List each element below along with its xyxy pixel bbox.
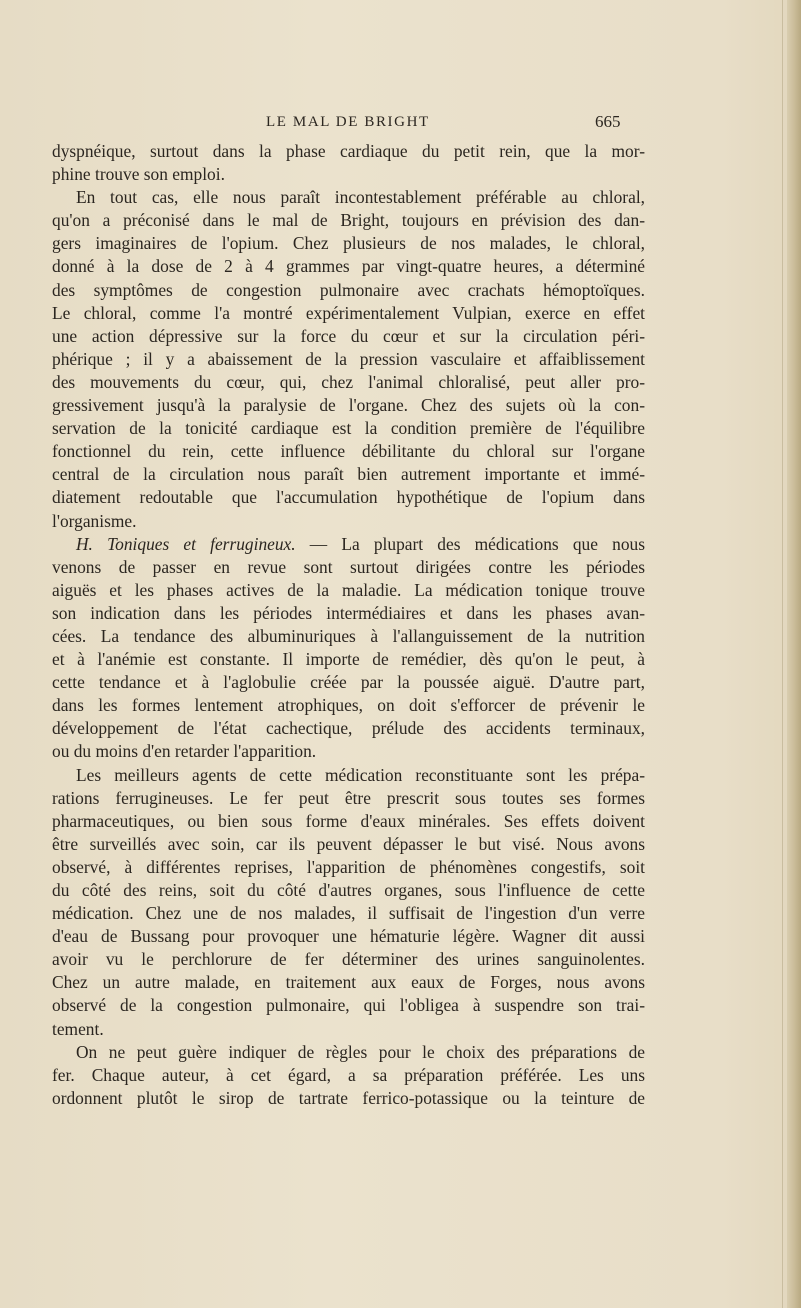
- text-line: ordonnent plutôt le sirop de tartrate ferrico-potassique ou la teinture de: [52, 1087, 645, 1108]
- text-line: être surveillés avec soin, car ils peuvent dépasser le but visé. Nous avons: [52, 833, 645, 854]
- text-line: observé de la congestion pulmonaire, qui l'obligea à suspendre son trai-: [52, 995, 645, 1016]
- text-line: l'organisme.: [52, 510, 137, 531]
- text-line: dyspnéique, surtout dans la phase cardiaque du petit rein, que la mor-: [52, 141, 645, 161]
- text-line: avoir vu le perchlorure de fer déterminer des urines sanguinolentes.: [52, 949, 645, 970]
- text-line: venons de passer en revue sont surtout dirigées contre les périodes: [52, 556, 645, 577]
- text-line: des mouvements du cœur, qui, chez l'animal chloralisé, peut aller pro-: [52, 371, 645, 392]
- page-number: 665: [595, 112, 621, 131]
- text-line: et à l'anémie est constante. Il importe de remédier, dès qu'on le peut, à: [52, 649, 645, 670]
- text-line: médication. Chez une de nos malades, il suffisait de l'ingestion d'un verre: [52, 903, 645, 924]
- text-line: Le chloral, comme l'a montré expérimentalement Vulpian, exerce en effet: [52, 302, 645, 323]
- text-line: phine trouve son emploi.: [52, 164, 225, 185]
- text-line: [52, 533, 645, 556]
- text-line: Chez un autre malade, en traitement aux eaux de Forges, nous avons: [52, 972, 645, 993]
- text-line: fer. Chaque auteur, à cet égard, a sa préparation préférée. Les uns: [52, 1064, 645, 1085]
- text-line: son indication dans les périodes intermédiaires et dans les phases avan-: [52, 602, 645, 623]
- text-line: On ne peut guère indiquer de règles pour le choix des préparations de: [76, 1041, 645, 1062]
- text-line: observé, à différentes reprises, l'apparition de phénomènes congestifs, soit: [52, 856, 645, 877]
- text-line: d'eau de Bussang pour provoquer une hématurie légère. Wagner dit aussi: [52, 926, 645, 947]
- text-line: central de la circulation nous paraît bien autrement importante et immé-: [52, 464, 645, 485]
- section-heading: H. Toniques et ferrugineux.: [76, 533, 296, 554]
- text-line: rations ferrugineuses. Le fer peut être prescrit sous toutes ses formes: [52, 787, 645, 808]
- text-line: développement de l'état cachectique, prélude des accidents terminaux,: [52, 718, 645, 739]
- text-line: dans les formes lentement atrophiques, on doit s'efforcer de prévenir le: [52, 695, 645, 716]
- text-line: Les meilleurs agents de cette médication reconstituante sont les prépa-: [76, 764, 645, 785]
- text-line: servation de la tonicité cardiaque est la condition première de l'équilibre: [52, 418, 645, 439]
- text-line: donné à la dose de 2 à 4 grammes par vingt-quatre heures, a déterminé: [52, 256, 645, 277]
- text-line: pharmaceutiques, ou bien sous forme d'eaux minérales. Ses effets doivent: [52, 810, 645, 831]
- text-line: aiguës et les phases actives de la maladie. La médication tonique trouve: [52, 579, 645, 600]
- text-line: En tout cas, elle nous paraît incontestablement préférable au chloral,: [76, 187, 645, 208]
- page-edge-line: [782, 0, 783, 1308]
- running-head-title: LE MAL DE BRIGHT: [266, 114, 430, 130]
- text-line: une action dépressive sur la force du cœur et sur la circulation péri-: [52, 325, 645, 346]
- text-line: ou du moins d'en retarder l'apparition.: [52, 741, 317, 762]
- text-line: du côté des reins, soit du côté d'autres organes, sous l'influence de cette: [52, 880, 645, 900]
- page-edge: [787, 0, 801, 1308]
- text-line: cette tendance et à l'aglobulie créée par la poussée aiguë. D'autre part,: [52, 672, 645, 693]
- text-line-content: — La plupart des médications que nous: [309, 533, 645, 554]
- text-line: fonctionnel du rein, cette influence débilitante du chloral sur l'organe: [52, 441, 645, 462]
- text-line: diatement redoutable que l'accumulation hypothétique de l'opium dans: [52, 487, 645, 508]
- text-line: gressivement jusqu'à la paralysie de l'organe. Chez des sujets où la con-: [52, 395, 645, 416]
- text-line: gers imaginaires de l'opium. Chez plusieurs de nos malades, le chloral,: [52, 233, 645, 254]
- running-head: [0, 114, 801, 138]
- text-line: cées. La tendance des albuminuriques à l'allanguissement de la nutrition: [52, 625, 645, 646]
- text-line: phérique ; il y a abaissement de la pression vasculaire et affaiblissement: [52, 348, 645, 369]
- body-text: [52, 140, 645, 1110]
- text-line: des symptômes de congestion pulmonaire avec crachats hémoptoïques.: [52, 279, 645, 300]
- text-line: qu'on a préconisé dans le mal de Bright, toujours en prévision des dan-: [52, 210, 645, 231]
- text-line: tement.: [52, 1018, 104, 1039]
